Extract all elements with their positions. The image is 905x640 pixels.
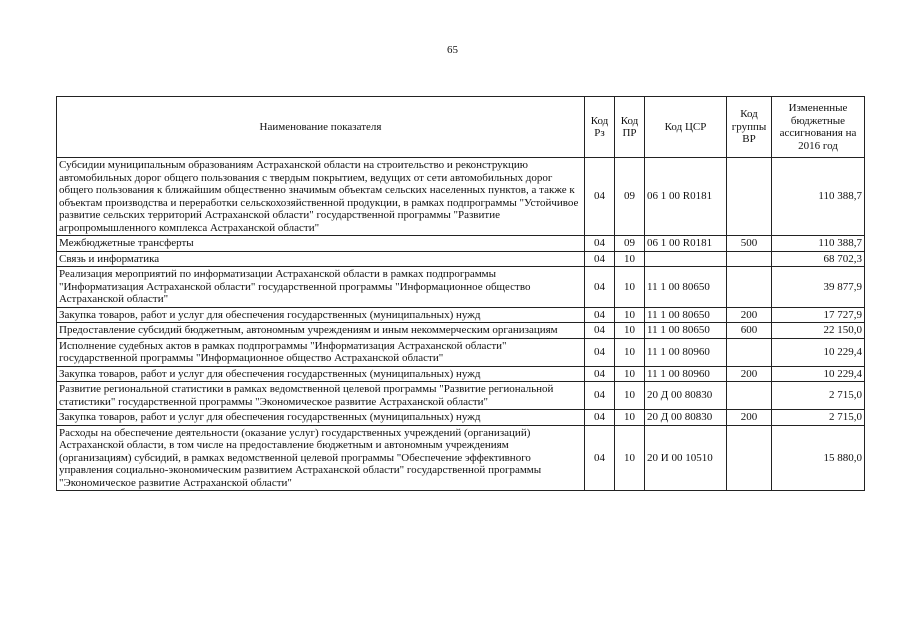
table-row — [57, 236, 865, 252]
row-vr: 500 — [727, 236, 772, 252]
row-name: Развитие региональной статистики в рамках ведомственной целевой программы "Развитие региональной статистики" государственной программы "Экономическое развитие Астраханской области" — [57, 382, 585, 410]
row-rz: 04 — [585, 338, 615, 366]
row-name: Субсидии муниципальным образованиям Астраханской области на строительство и реконструкцию автомобильных дорог общего пользования с твердым покрытием, ведущих от сети автомобильных дорог общего пользования к ближайшим общественно значимым объектам сельских населенных пунктов, а также к объектам производства и переработки сельскохозяйственной продукции, в рамках подпрограммы "Устойчивое развитие сельских территорий Астраханской области" государственной программы "Развитие агропромышленного комплекса Астраханской области" — [57, 158, 585, 236]
row-rz: 04 — [585, 236, 615, 252]
table-header-row — [57, 97, 865, 158]
row-pr: 10 — [615, 366, 645, 382]
row-rz: 04 — [585, 323, 615, 339]
row-vr: 200 — [727, 410, 772, 426]
row-name: Расходы на обеспечение деятельности (оказание услуг) государственных учреждений (организаций) Астраханской области, в том числе на предоставление бюджетным и автономным учреждениям (организациям) субсидий, в рамках ведомственной целевой программы "Обеспечение эффективного управления социально-экономическим развитием Астраханской области" государственной программы "Экономическое развитие Астраханской области" — [57, 425, 585, 491]
row-csr: 20 Д 00 80830 — [645, 410, 727, 426]
row-csr: 11 1 00 80650 — [645, 323, 727, 339]
table-row — [57, 158, 865, 236]
page-number: 65 — [447, 44, 458, 56]
row-rz: 04 — [585, 382, 615, 410]
table-row — [57, 267, 865, 308]
row-vr — [727, 425, 772, 491]
row-pr: 10 — [615, 410, 645, 426]
row-pr: 10 — [615, 425, 645, 491]
row-csr: 11 1 00 80960 — [645, 338, 727, 366]
row-pr: 10 — [615, 382, 645, 410]
row-vr — [727, 251, 772, 267]
row-pr: 10 — [615, 267, 645, 308]
row-amount: 17 727,9 — [772, 307, 865, 323]
row-amount: 2 715,0 — [772, 410, 865, 426]
row-amount: 15 880,0 — [772, 425, 865, 491]
row-name: Исполнение судебных актов в рамках подпрограммы "Информатизация Астраханской области" государственной программы "Информационное общество Астраханской области" — [57, 338, 585, 366]
row-pr: 10 — [615, 307, 645, 323]
row-rz: 04 — [585, 251, 615, 267]
table-row — [57, 323, 865, 339]
header-amount: Измененные бюджетные ассигнования на 2016 год — [772, 97, 865, 158]
row-vr: 200 — [727, 307, 772, 323]
row-rz: 04 — [585, 425, 615, 491]
row-vr: 200 — [727, 366, 772, 382]
row-name: Закупка товаров, работ и услуг для обеспечения государственных (муниципальных) нужд — [57, 366, 585, 382]
row-name: Связь и информатика — [57, 251, 585, 267]
row-vr — [727, 158, 772, 236]
row-pr: 09 — [615, 158, 645, 236]
row-name: Закупка товаров, работ и услуг для обеспечения государственных (муниципальных) нужд — [57, 307, 585, 323]
row-name: Реализация мероприятий по информатизации Астраханской области в рамках подпрограммы "Информатизация Астраханской области" государственной программы "Информационное общество Астраханской области" — [57, 267, 585, 308]
row-csr: 20 Д 00 80830 — [645, 382, 727, 410]
row-csr: 06 1 00 R0181 — [645, 158, 727, 236]
row-csr: 20 И 00 10510 — [645, 425, 727, 491]
row-name: Закупка товаров, работ и услуг для обеспечения государственных (муниципальных) нужд — [57, 410, 585, 426]
table-row — [57, 251, 865, 267]
table-row — [57, 425, 865, 491]
row-vr: 600 — [727, 323, 772, 339]
table-row — [57, 307, 865, 323]
row-amount: 10 229,4 — [772, 366, 865, 382]
row-name: Межбюджетные трансферты — [57, 236, 585, 252]
row-rz: 04 — [585, 267, 615, 308]
row-amount: 22 150,0 — [772, 323, 865, 339]
row-vr — [727, 338, 772, 366]
table-row — [57, 338, 865, 366]
row-csr: 11 1 00 80960 — [645, 366, 727, 382]
row-rz: 04 — [585, 366, 615, 382]
row-amount: 2 715,0 — [772, 382, 865, 410]
row-name: Предоставление субсидий бюджетным, автономным учреждениям и иным некоммерческим организациям — [57, 323, 585, 339]
row-amount: 10 229,4 — [772, 338, 865, 366]
row-pr: 10 — [615, 323, 645, 339]
table-row — [57, 382, 865, 410]
row-rz: 04 — [585, 307, 615, 323]
header-vr: Код группы ВР — [727, 97, 772, 158]
row-vr — [727, 382, 772, 410]
row-amount: 39 877,9 — [772, 267, 865, 308]
header-pr: Код ПР — [615, 97, 645, 158]
row-rz: 04 — [585, 158, 615, 236]
row-csr: 11 1 00 80650 — [645, 307, 727, 323]
row-rz: 04 — [585, 410, 615, 426]
row-pr: 10 — [615, 251, 645, 267]
row-csr: 11 1 00 80650 — [645, 267, 727, 308]
header-rz: Код Рз — [585, 97, 615, 158]
row-amount: 110 388,7 — [772, 236, 865, 252]
row-pr: 10 — [615, 338, 645, 366]
row-vr — [727, 267, 772, 308]
row-csr — [645, 251, 727, 267]
row-csr: 06 1 00 R0181 — [645, 236, 727, 252]
table-row — [57, 366, 865, 382]
row-amount: 68 702,3 — [772, 251, 865, 267]
row-amount: 110 388,7 — [772, 158, 865, 236]
header-name: Наименование показателя — [57, 97, 585, 158]
header-csr: Код ЦСР — [645, 97, 727, 158]
budget-table — [56, 96, 865, 491]
row-pr: 09 — [615, 236, 645, 252]
table-row — [57, 410, 865, 426]
